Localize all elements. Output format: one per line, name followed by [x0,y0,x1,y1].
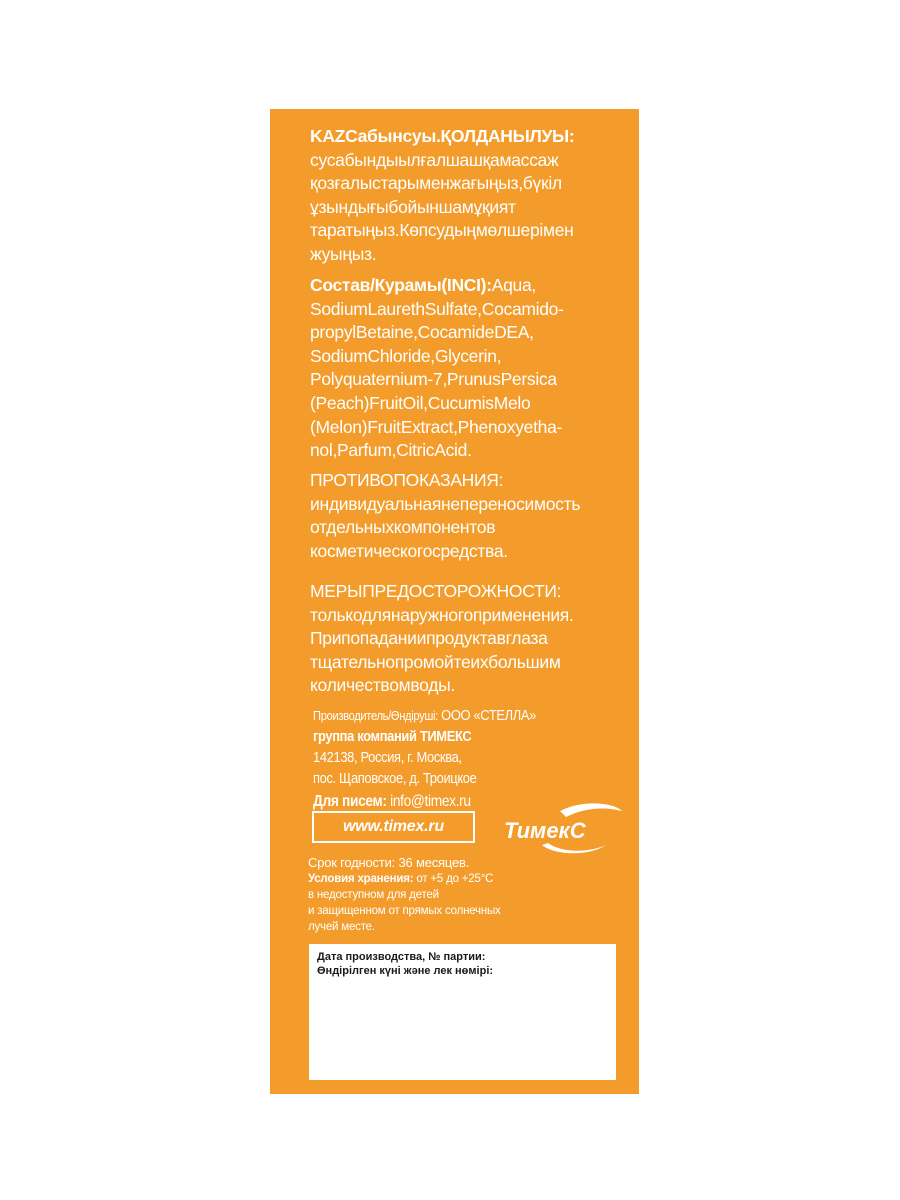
precautions-line: тщательнопромойтеихбольшим [310,651,561,672]
usage-section [310,125,635,267]
usage-line: ұзындығыбойыншамұқият [310,196,516,217]
shelf-life: Срок годности: 36 месяцев. [308,855,470,870]
contraindications-line: отдельныхкомпонентов [310,517,496,538]
timex-logo [502,801,627,859]
manufacturer-group: группа компаний ТИМЕКС [313,728,472,745]
usage-line: таратыңыз.Көпсудыңмөлшерімен [310,220,574,241]
composition-heading: Состав/Курамы(INCI): [310,275,492,295]
composition-line: SodiumLaurethSulfate,Cocamido- [310,298,564,319]
usage-line: сусабындыылғалшашқамассаж [310,149,559,170]
manufacturer-label: Производитель/Өндіруші: [313,708,438,723]
production-date-label: Дата производства, № партии: [317,951,486,963]
composition-section [310,274,635,463]
logo-swoosh-bottom [542,843,606,853]
usage-line: жуыңыз. [310,243,377,264]
composition-line: nol,Parfum,CitricAcid. [310,440,472,461]
storage-line: лучей месте. [308,921,375,933]
product-label [270,109,639,1094]
usage-heading: KAZСабынсуы.ҚОЛДАНЫЛУЫ: [310,126,575,146]
precautions-line: толькодлянаружногоприменения. [310,604,574,625]
logo-text: ТимекС [504,818,586,843]
composition-line: propylBetaine,CocamideDEA, [310,322,534,343]
composition-line: SodiumChloride,Glycerin, [310,345,502,366]
manufacturer-name: ООО «СТЕЛЛА» [441,707,536,724]
contraindications-heading: ПРОТИВОПОКАЗАНИЯ: [310,470,504,490]
manufacturer-address: пос. Щаповское, д. Троицкое [313,770,477,787]
composition-line: Polyquaternium-7,PrunusPersica [310,369,557,390]
mail-label: Для писем: [313,793,387,810]
usage-line: қозғалыстарыменжағыңыз,бүкіл [310,173,562,194]
production-date-box [309,944,616,1080]
storage-line: в недоступном для детей [308,889,439,901]
precautions-section [310,580,635,698]
production-date-label-kz: Өндірілген күні және лек нөмірі: [317,965,494,977]
email-link[interactable]: info@timex.ru [390,793,471,810]
precautions-line: Припопаданиипродуктавглаза [310,628,548,649]
composition-first-item: Aqua, [491,275,536,295]
precautions-heading: МЕРЫПРЕДОСТОРОЖНОСТИ: [310,581,562,601]
storage-conditions-label: Условия хранения: [308,873,414,885]
precautions-line: количествомводы. [310,675,455,696]
website-link[interactable]: www.timex.ru [312,811,475,843]
storage-line: и защищенном от прямых солнечных [308,905,501,917]
composition-line: (Peach)FruitOil,CucumisMelo [310,392,531,413]
manufacturer-section [313,705,588,812]
composition-line: (Melon)FruitExtract,Phenoxyetha- [310,416,563,437]
logo-swoosh-top [560,803,622,817]
contraindications-line: индивидуальнаянепереносимость [310,493,581,514]
manufacturer-address: 142138, Россия, г. Москва, [313,749,462,766]
storage-section [308,854,628,935]
storage-conditions: от +5 до +25°С [416,873,494,885]
contraindications-section [310,469,635,563]
contraindications-line: косметическогосредства. [310,540,508,561]
